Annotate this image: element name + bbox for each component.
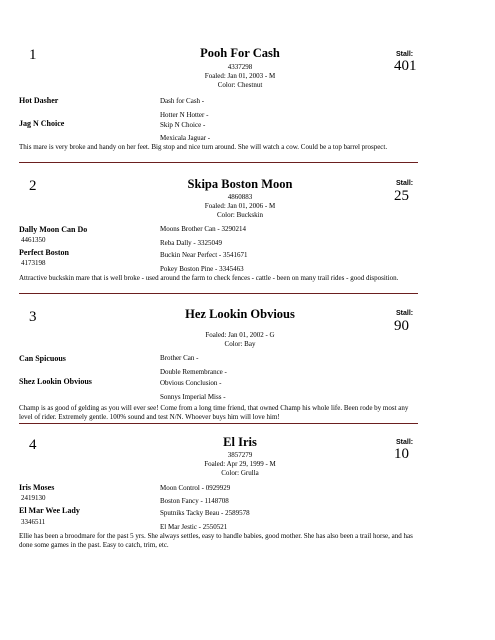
- pedigree-line: Mexicala Jaguar -: [160, 134, 211, 142]
- dam-name: El Mar Wee Lady: [19, 506, 80, 515]
- pedigree-line: Sputniks Tacky Beau - 2589578: [160, 509, 250, 517]
- horse-name: Skipa Boston Moon: [187, 177, 293, 191]
- horse-name: Pooh For Cash: [200, 46, 280, 60]
- horse-info: [160, 331, 320, 349]
- horse-description: This mare is very broke and handy on her feet. Big stop and nice turn around. She will watch a cow. Could be a top barrel prospect.: [19, 143, 388, 151]
- dam-name: Shez Lookin Obvious: [19, 377, 92, 386]
- lot-number: 1: [29, 47, 37, 63]
- pedigree-line: Boston Fancy - 1148708: [160, 497, 229, 505]
- pedigree-line: Buckin Near Perfect - 3541671: [160, 251, 248, 259]
- sire-name: Hot Dasher: [19, 96, 59, 105]
- foaled-date: Foaled: Apr 29, 1999 - M: [204, 460, 276, 468]
- stall-number: 10: [394, 446, 409, 462]
- horse-description: Attractive buckskin mare that is well broke - used around the farm to check fences - cattle - been on many trail rides - good disposition.: [19, 274, 399, 282]
- pedigree-line: Double Remembrance -: [160, 368, 227, 376]
- sire-name: Can Spicuous: [19, 354, 66, 363]
- pedigree-line: Skip N Choice -: [160, 121, 206, 129]
- lot-number: 3: [29, 309, 37, 325]
- registration-number: 3857279: [227, 451, 253, 459]
- sire-registration: 2419130: [21, 494, 46, 502]
- section-divider: [19, 423, 418, 424]
- stall-label: Stall:: [396, 180, 414, 187]
- pedigree-line: Hotter N Hotter -: [160, 111, 209, 119]
- horse-color: Color: Chestnut: [217, 81, 263, 89]
- horse-info: [160, 193, 320, 220]
- lot-number: 2: [29, 178, 37, 194]
- horse-info: [160, 63, 320, 90]
- dam-registration: 3346511: [21, 518, 46, 526]
- pedigree-line: El Mar Jestic - 2550521: [160, 523, 228, 531]
- horse-color: Color: Bay: [224, 340, 256, 348]
- pedigree-line: Dash for Cash -: [160, 97, 205, 105]
- lot-number: 4: [29, 437, 37, 453]
- registration-number: 4860883: [227, 193, 253, 201]
- horse-color: Color: Grulla: [221, 469, 259, 477]
- foaled-date: Foaled: Jan 01, 2006 - M: [204, 202, 276, 210]
- horse-color: Color: Buckskin: [216, 211, 264, 219]
- section-divider: [19, 162, 418, 163]
- horse-name: El Iris: [223, 435, 257, 449]
- stall-number: 25: [394, 188, 409, 204]
- pedigree-line: Moon Control - 0929929: [160, 484, 231, 492]
- dam-name: Jag N Choice: [19, 119, 65, 128]
- stall-label: Stall:: [396, 310, 414, 317]
- horse-info: [160, 451, 320, 478]
- dam-name: Perfect Boston: [19, 248, 69, 257]
- horse-description: Ellie has been a broodmare for the past 5 yrs. She always settles, easy to handle babies, good mother. She has also been a trail horse, and has done some games in the past. Easy to catch, trim, etc.: [19, 532, 413, 549]
- pedigree-line: Sonnys Imperial Miss -: [160, 393, 226, 401]
- dam-registration: 4173198: [21, 259, 46, 267]
- stall-label: Stall:: [396, 51, 414, 58]
- registration-number: 4337298: [227, 63, 253, 71]
- stall-number: 401: [394, 58, 417, 74]
- horse-name: Hez Lookin Obvious: [185, 307, 295, 321]
- pedigree-line: Moons Brother Can - 3290214: [160, 225, 246, 233]
- pedigree-line: Obvious Conclusion -: [160, 379, 222, 387]
- pedigree-line: Pokey Boston Pine - 3345463: [160, 265, 244, 273]
- sire-registration: 4461350: [21, 236, 46, 244]
- pedigree-line: Reba Dally - 3325049: [160, 239, 223, 247]
- stall-number: 90: [394, 318, 409, 334]
- section-divider: [19, 293, 418, 294]
- foaled-date: Foaled: Jan 01, 2003 - M: [204, 72, 276, 80]
- sire-name: Iris Moses: [19, 483, 55, 492]
- pedigree-line: Brother Can -: [160, 354, 199, 362]
- sire-name: Dally Moon Can Do: [19, 225, 88, 234]
- stall-label: Stall:: [396, 439, 414, 446]
- foaled-date: Foaled: Jan 01, 2002 - G: [205, 331, 275, 339]
- horse-description: Champ is as good of gelding as you will ever see! Come from a long time friend, that owned Champ his whole life. Been rode by most any level of rider. Extremely gentle. 100% sound and test N/N. Whoever buys him will love him!: [19, 404, 409, 421]
